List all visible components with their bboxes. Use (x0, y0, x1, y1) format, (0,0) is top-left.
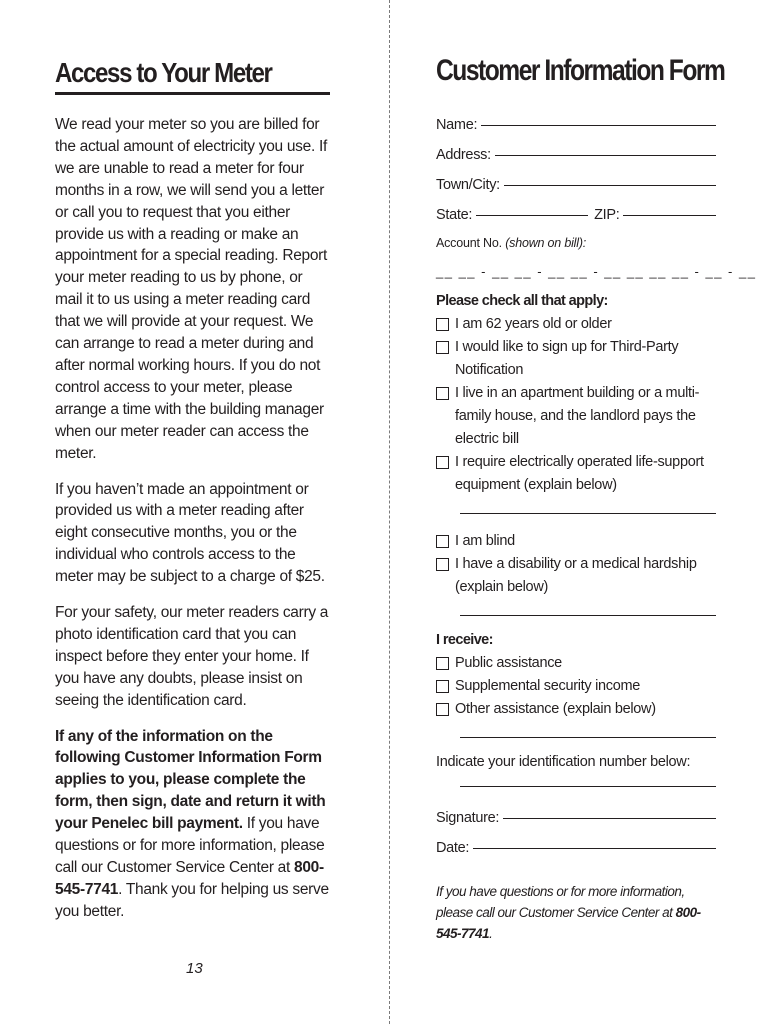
checkbox[interactable] (436, 456, 449, 469)
id-number-line[interactable] (460, 770, 716, 787)
option-label: Supplemental security income (455, 678, 641, 694)
name-line[interactable] (481, 125, 716, 126)
date-field[interactable] (436, 833, 716, 863)
option-label: Other assistance (explain below) (455, 701, 656, 717)
option-label: I would like to sign up for Third-Party Notification (455, 339, 679, 378)
title-rule (55, 92, 330, 95)
instructions-text: If you have questions or for more information, please call our Customer Service Center at (55, 815, 325, 876)
checkbox[interactable] (436, 387, 449, 400)
account-note: (shown on bill): (505, 236, 587, 250)
option-label: I live in an apartment building or a multi-family house, and the landlord pays the electric bill (455, 385, 700, 447)
signature-field[interactable] (436, 803, 716, 833)
fold-line (389, 0, 390, 1024)
customer-information-form (436, 52, 757, 944)
signature-line[interactable] (503, 818, 716, 819)
option-label: Public assistance (455, 655, 562, 671)
zip-label: ZIP: (594, 207, 620, 223)
checkbox[interactable] (436, 657, 449, 670)
towncity-label: Town/City: (436, 177, 500, 193)
towncity-field[interactable] (436, 170, 716, 200)
option-label: I have a disability or a medical hardship (explain below) (455, 556, 697, 595)
instructions-bold: If any of the information on the following Customer Information Form applies to you, please complete the form, then sign, date and return it with your Penelec bill payment. (55, 727, 326, 833)
other-assistance-explain-line[interactable] (460, 721, 716, 738)
option-label: I am blind (455, 533, 515, 549)
footer-end: . (489, 926, 493, 941)
checkbox[interactable] (436, 703, 449, 716)
option-blind[interactable] (436, 530, 716, 553)
checkbox[interactable] (436, 535, 449, 548)
option-apartment[interactable] (436, 382, 716, 451)
option-age[interactable] (436, 313, 716, 336)
account-label: Account No. (436, 236, 502, 250)
zip-line[interactable] (623, 215, 716, 216)
name-label: Name: (436, 117, 478, 133)
state-label: State: (436, 207, 473, 223)
address-label: Address: (436, 147, 491, 163)
paragraph-instructions (55, 726, 330, 923)
option-third-party[interactable] (436, 336, 716, 382)
state-line[interactable] (476, 215, 588, 216)
date-label: Date: (436, 840, 470, 856)
towncity-line[interactable] (504, 185, 716, 186)
receive-heading: I receive: (436, 632, 493, 648)
receive-public-assistance[interactable] (436, 652, 716, 675)
name-field[interactable] (436, 110, 716, 140)
checkbox[interactable] (436, 318, 449, 331)
checkbox[interactable] (436, 558, 449, 571)
receive-ssi[interactable] (436, 675, 716, 698)
page-number: 13 (186, 960, 203, 977)
life-support-explain-line[interactable] (460, 497, 716, 514)
account-label-row (436, 236, 716, 250)
meter-access-section (55, 56, 330, 937)
id-label: Indicate your identification number below: (436, 754, 691, 770)
date-line[interactable] (473, 848, 716, 849)
option-life-support[interactable] (436, 451, 716, 497)
form-title: Customer Information Form (436, 54, 725, 87)
address-field[interactable] (436, 140, 716, 170)
checkbox[interactable] (436, 341, 449, 354)
footer-text: If you have questions or for more information, please call our Customer Service Center at (436, 884, 685, 920)
phone-number: 800-545-7741 (55, 859, 324, 898)
paragraph-charge: If you haven’t made an appointment or provided us with a meter reading after eight consecutive months, you or the individual who controls access to the meter may be subject to a charge of $25. (55, 480, 325, 586)
paragraph-meter-reading: We read your meter so you are billed for the actual amount of electricity you use. If we are unable to read a meter for four months in a row, we will send you a letter or call you to request that you either provide us with a reading or make an appointment for a special reading. Report your meter reading to us by phone, or mail it to us using a meter reading card that we will provide at your request. We can arrange to read a meter during and after normal working hours. If you do not control access to your meter, please arrange a time with the building manager when our meter reader can access the meter. (55, 116, 328, 462)
state-zip-field[interactable] (436, 200, 716, 230)
account-number-field[interactable]: __ __ - __ __ - __ __ - __ __ __ __ - __ - __ (436, 264, 757, 279)
disability-explain-line[interactable] (460, 599, 716, 616)
check-heading: Please check all that apply: (436, 293, 608, 309)
instructions-end: . Thank you for helping us serve you better. (55, 880, 329, 920)
option-disability[interactable] (436, 553, 716, 599)
option-label: I require electrically operated life-support equipment (explain below) (455, 454, 704, 493)
footer-note (436, 881, 716, 944)
address-line[interactable] (495, 155, 716, 156)
section-title: Access to Your Meter (55, 57, 272, 88)
signature-label: Signature: (436, 810, 500, 826)
receive-other[interactable] (436, 698, 716, 721)
checkbox[interactable] (436, 680, 449, 693)
option-label: I am 62 years old or older (455, 316, 612, 332)
footer-phone: 800-545-7741 (436, 905, 701, 941)
paragraph-safety: For your safety, our meter readers carry a photo identification card that you can inspect before they enter your home. If you have any doubts, please insist on seeing the identification card. (55, 604, 329, 709)
